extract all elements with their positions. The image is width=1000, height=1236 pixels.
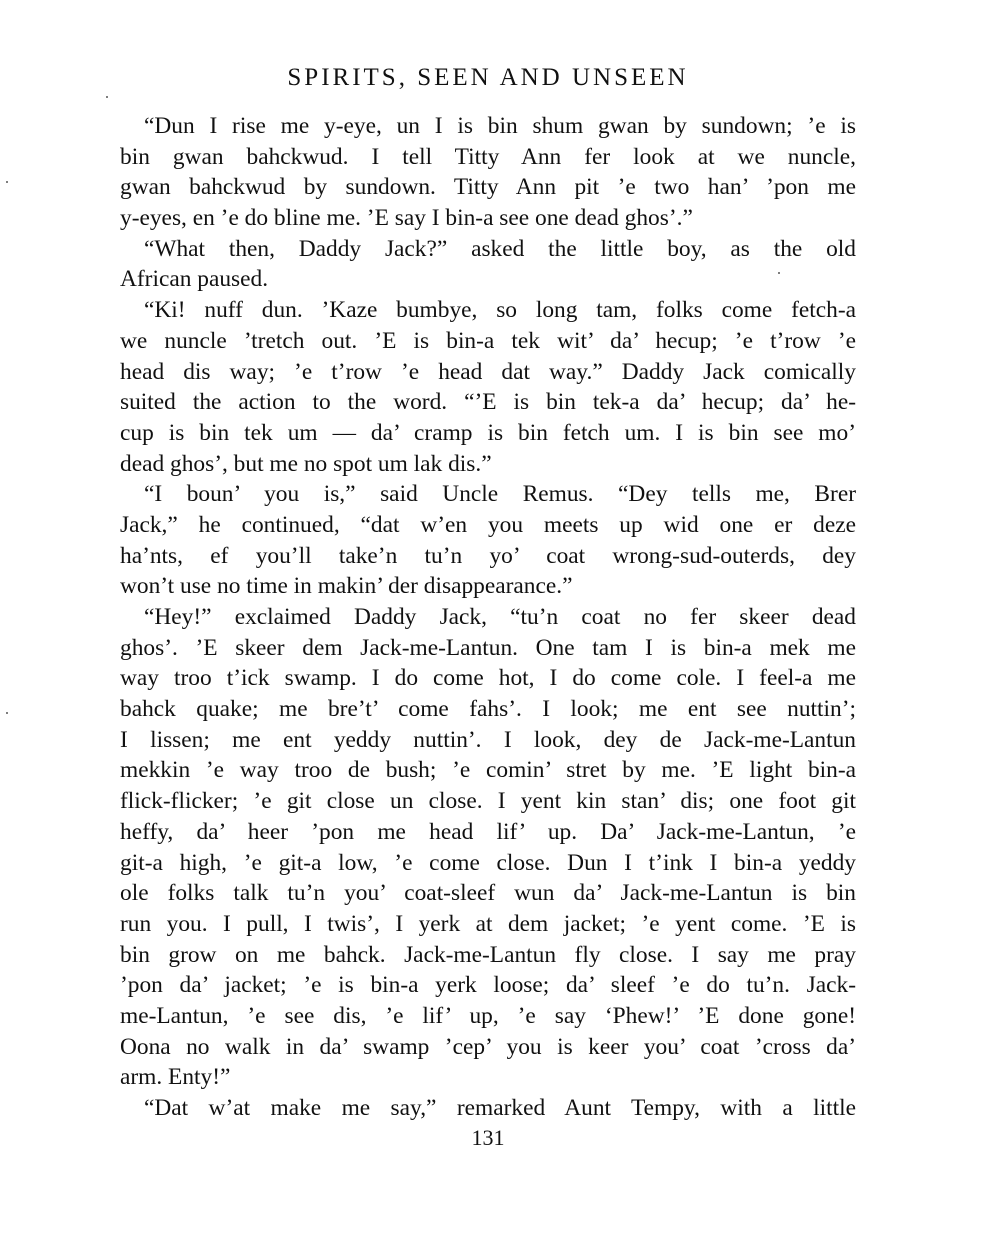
text-line: Jack,” he continued, “dat w’en you meets up wid one er deze: [120, 511, 856, 538]
text-line: ole folks talk tu’n you’ coat-sleef wun da’ Jack-me-Lantun is bin: [120, 880, 856, 907]
text-line: y-eyes, en ’e do bline me. ’E say I bin-a see one dead ghos’.”: [120, 205, 693, 232]
text-line: heffy, da’ heer ’pon me head lif’ up. Da’ Jack-me-Lantun, ’e: [120, 818, 856, 845]
text-line: flick-flicker; ’e git close un close. I yent kin stan’ dis; one foot git: [120, 788, 856, 815]
text-line: “Ki! nuff dun. ’Kaze bumbye, so long tam, folks come fetch-a: [144, 297, 856, 324]
text-line: “Dat w’at make me say,” remarked Aunt Tempy, with a little: [144, 1095, 856, 1121]
text-line: won’t use no time in makin’ der disappearance.”: [120, 573, 573, 600]
running-head: SPIRITS, SEEN AND UNSEEN: [287, 64, 689, 91]
text-line: dead ghos’, but me no spot um lak dis.”: [120, 450, 492, 477]
text-line: we nuncle ’tretch out. ’E is bin-a tek wit’ da’ hecup; ’e t’row ’e: [120, 327, 856, 354]
text-line: me-Lantun, ’e see dis, ’e lif’ up, ’e say ‘Phew!’ ’E done gone!: [120, 1002, 856, 1029]
page-number: 131: [471, 1125, 505, 1150]
text-line: Oona no walk in da’ swamp ’cep’ you is keer you’ coat ’cross da’: [120, 1033, 856, 1060]
text-line: mekkin ’e way troo de bush; ’e comin’ stret by me. ’E light bin-a: [120, 757, 856, 784]
text-line: “Hey!” exclaimed Daddy Jack, “tu’n coat no fer skeer dead: [144, 604, 856, 630]
text-line: cup is bin tek um — da’ cramp is bin fetch um. I is bin see mo’: [120, 419, 856, 446]
scan-speck: [106, 96, 108, 98]
scan-speck: [6, 712, 8, 714]
body-text: [120, 111, 856, 1124]
text-line: ghos’. ’E skeer dem Jack-me-Lantun. One tam I is bin-a mek me: [120, 634, 856, 661]
text-line: head dis way; ’e t’row ’e head dat way.” Daddy Jack comically: [120, 358, 856, 385]
text-line: “Dun I rise me y-eye, un I is bin shum gwan by sundown; ’e is: [144, 113, 856, 139]
text-line: way troo t’ick swamp. I do come hot, I do come cole. I feel-a me: [120, 665, 856, 692]
text-line: gwan bahckwud by sundown. Titty Ann pit ’e two han’ ’pon me: [120, 174, 856, 201]
text-line: bin gwan bahckwud. I tell Titty Ann fer look at we nuncle,: [120, 143, 856, 170]
scan-speck: [778, 272, 780, 274]
text-line: African paused.: [120, 266, 269, 293]
text-line: arm. Enty!”: [120, 1064, 231, 1091]
text-line: “What then, Daddy Jack?” asked the little boy, as the old: [144, 235, 856, 262]
text-line: I lissen; me ent yeddy nuttin’. I look, dey de Jack-me-Lantun: [120, 726, 856, 753]
text-line: suited the action to the word. “’E is bin tek-a da’ hecup; da’ he-: [120, 389, 856, 416]
text-line: “I boun’ you is,” said Uncle Remus. “Dey tells me, Brer: [144, 481, 856, 508]
text-line: ha’nts, ef you’ll take’n tu’n yo’ coat wrong-sud-outerds, dey: [120, 542, 856, 569]
text-line: bin grow on me bahck. Jack-me-Lantun fly close. I say me pray: [120, 941, 856, 968]
text-line: run you. I pull, I twis’, I yerk at dem jacket; ’e yent come. ’E is: [120, 910, 856, 937]
text-line: ’pon da’ jacket; ’e is bin-a yerk loose; da’ sleef ’e do tu’n. Jack-: [120, 972, 856, 999]
text-line: bahck quake; me bre’t’ come fahs’. I look; me ent see nuttin’;: [120, 696, 856, 723]
scan-speck: [6, 181, 8, 183]
text-line: git-a high, ’e git-a low, ’e come close. Dun I t’ink I bin-a yeddy: [120, 849, 856, 876]
